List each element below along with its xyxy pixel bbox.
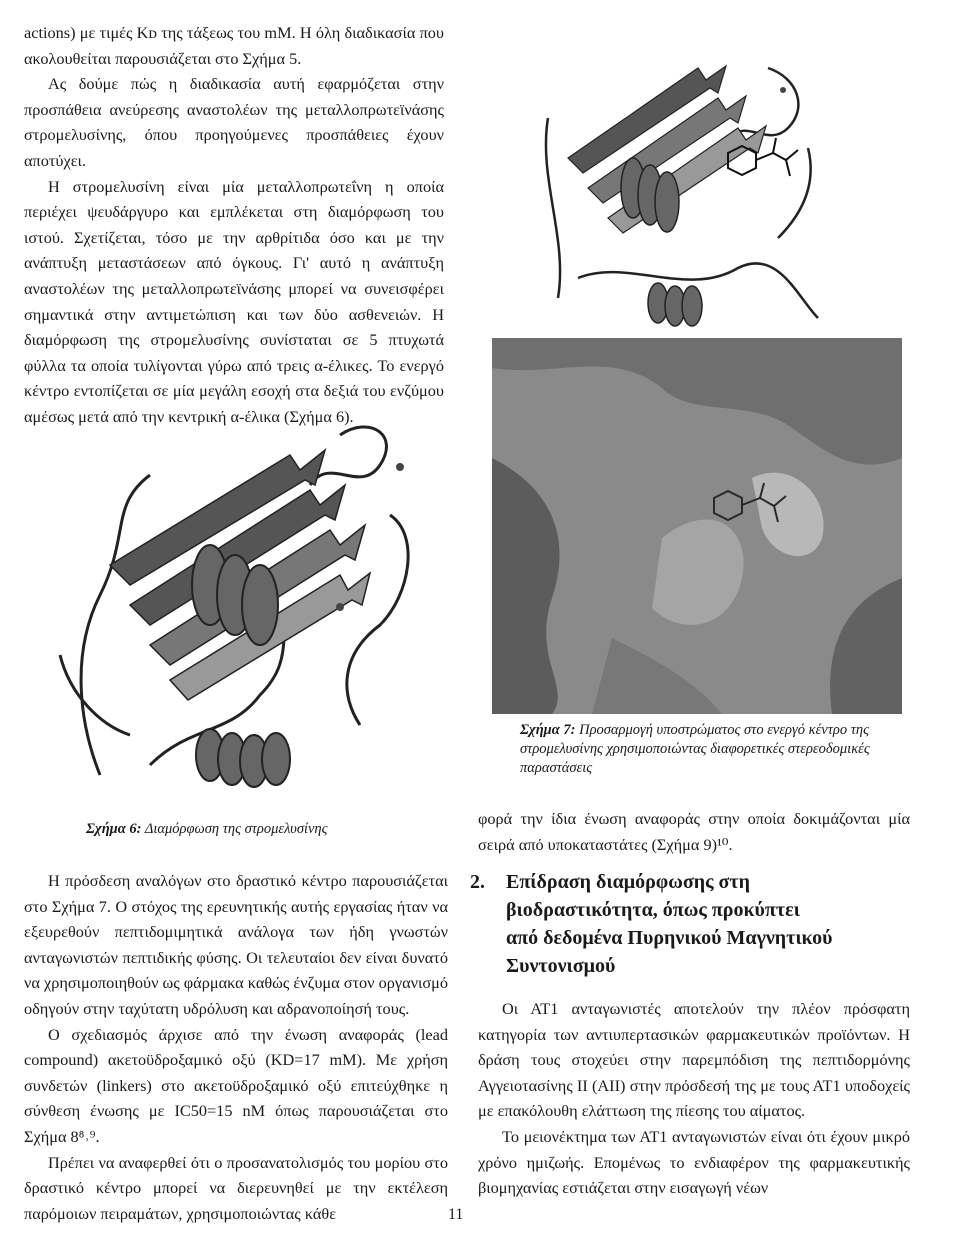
paragraph: Το μειονέκτημα των ΑΤ1 ανταγωνιστών είναι ότι έχουν μικρό χρόνο ημιζωής. Επομένως το ενδιαφέρον της φαρμακευτικής βιομηχανίας εστιάζεται στην εισαγωγή νέων: [478, 1126, 910, 1198]
caption-label: Σχήμα 6:: [86, 821, 142, 837]
heading-line: Επίδραση διαμόρφωσης στη: [506, 871, 750, 893]
heading-line: Συντονισμού: [506, 955, 616, 977]
paragraph: Ο σχεδιασμός άρχισε από την ένωση αναφοράς (lead compound) ακετοϋδροξαμικό οξύ (KD=17 mM). Με χρήση συνδετών (linkers) στο ακετοϋδροξαμικό οξύ επιτεύχθηκε η σύνθεση ένωσης με IC50=15 nM όπως παρουσιάζεται στο Σχήμα 8⁸˒⁹.: [24, 1024, 448, 1146]
heading-line: βιοδραστικότητα, όπως προκύπτει: [506, 899, 800, 921]
right-intro-text: [478, 806, 910, 857]
heading-line: από δεδομένα Πυρηνικού Μαγνητικού: [506, 927, 833, 949]
section-number: 2.: [470, 871, 485, 893]
paragraph: φορά την ίδια ένωση αναφοράς στην οποία δοκιμάζονται μία σειρά από υποκαταστάτες (Σχήμα 9)¹⁰.: [478, 809, 910, 854]
top-left-text-column: [24, 20, 444, 430]
paragraph: Ας δούμε πώς η διαδικασία αυτή εφαρμόζεται στην προσπάθεια ανεύρεσης αναστολέων της μεταλλοπρωτεϊνάσης στρομελυσίνης, όπου προηγούμενες προσπάθειες έχουν αποτύχει.: [24, 74, 444, 170]
figure-7-ribbon-diagram: [528, 38, 830, 340]
caption-label: Σχήμα 7:: [520, 722, 576, 738]
paragraph: Οι ΑΤ1 ανταγωνιστές αποτελούν την πλέον πρόσφατη κατηγορία των αντιυπερτασικών φαρμακευτικών προϊόντων. Η δράση τους στοχεύει στην παρεμπόδιση της πεπτιδορμόνης Αγγειοτασίνης ΙΙ (ΑΙΙ) στην πρόσδεσή της με τους ΑΤ1 υποδοχείς με επακόλουθη ελάττωση της πίεσης του αίματος.: [478, 999, 910, 1121]
paragraph: Η πρόσδεση αναλόγων στο δραστικό κέντρο παρουσιάζεται στο Σχήμα 7. Ο στόχος της ερευνητικής αυτής εργασίας ήταν να εξευρεθούν πεπτιδομιμητικά ανάλογα των ήδη γνωστών ανταγωνιστών πεπτιδικής φύσης. Οι τελευταίοι δεν είναι δυνατό να χρησιμοποιηθούν ως φάρμακα καθώς ένζυμα στον οργανισμό οδηγούν στην ταχύτατη υδρόλυση και αδρανοποίησή τους.: [24, 871, 448, 1018]
section-heading: [470, 868, 900, 980]
figure-6-ribbon-diagram: [40, 395, 446, 799]
paragraph: Η στρομελυσίνη είναι μία μεταλλοπρωτεΐνη η οποία περιέχει ψευδάργυρο και εμπλέκεται στη διαμόρφωση του ιστού. Σχετίζεται, τόσο με την αρθρίτιδα όσο και με την ανάπτυξη μεταστάσεων από όγκους. Γι' αυτό η ανάπτυξη αναστολέων της μεταλλοπρωτεϊνάσης μπορεί να συνεισφέρει σημαντικά στην αντιμετώπιση και των δύο ασθενειών. Η διαμόρφωση της στρομελυσίνης συνίσταται σε 5 πτυχωτά φύλλα τα οποία τυλίγονται γύρω από τρεις α-έλικες. Το ενεργό κέντρο εντοπίζεται σε μία μεγάλη εσοχή στα δεξιά του ενζύμου αμέσως μετά από την κεντρική α-έλικα (Σχήμα 6).: [24, 176, 444, 426]
paragraph: Πρέπει να αναφερθεί ότι ο προσανατολισμός του μορίου στο δραστικό κέντρο μπορεί να διερευνηθεί με την εκτέλεση παρόμοιων πειραμάτων, χρησιμοποιώντας κάθε: [24, 1152, 448, 1223]
figure-7-surface-diagram: [492, 338, 902, 714]
bottom-left-text-column: [24, 868, 448, 1226]
caption-text: Προσαρμογή υποστρώματος στο ενεργό κέντρο της στρομελυσίνης χρησιμοποιώντας διαφορετικές στερεοδομικές παραστάσεις: [520, 722, 870, 776]
caption-text: Διαμόρφωση της στρομελυσίνης: [141, 821, 328, 837]
figure-6-caption: [86, 820, 416, 839]
figure-7-caption: [520, 721, 910, 778]
paragraph: actions) με τιμές Kᴅ της τάξεως του mM. Η όλη διαδικασία που ακολουθείται παρουσιάζεται στο Σχήμα 5.: [24, 23, 444, 68]
page-number: 11: [448, 1206, 464, 1223]
bottom-right-text-column: [478, 996, 910, 1201]
